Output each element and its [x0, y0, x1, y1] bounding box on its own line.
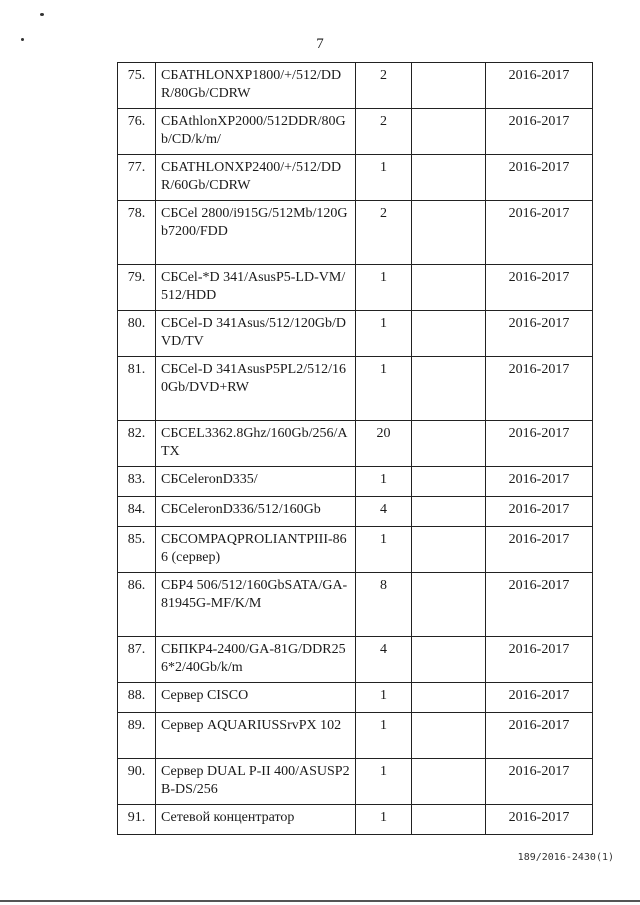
- table-row: [118, 155, 593, 201]
- row-number-cell: 87.: [118, 637, 156, 683]
- empty-cell: [412, 497, 486, 527]
- table-row: [118, 421, 593, 467]
- equipment-name-cell: СБATHLONXP1800/+/512/DDR/80Gb/CDRW: [156, 63, 356, 109]
- row-number-cell: 81.: [118, 357, 156, 421]
- table-row: [118, 497, 593, 527]
- empty-cell: [412, 311, 486, 357]
- row-number-cell: 83.: [118, 467, 156, 497]
- table-row: [118, 805, 593, 835]
- quantity-cell: 1: [356, 759, 412, 805]
- period-cell: 2016-2017: [486, 683, 593, 713]
- empty-cell: [412, 201, 486, 265]
- equipment-name-cell: СБCEL3362.8Ghz/160Gb/256/ATX: [156, 421, 356, 467]
- equipment-name-cell: СБATHLONXP2400/+/512/DDR/60Gb/CDRW: [156, 155, 356, 201]
- equipment-name-cell: СБCel 2800/i915G/512Mb/120Gb7200/FDD: [156, 201, 356, 265]
- empty-cell: [412, 805, 486, 835]
- page-number: 7: [316, 36, 324, 52]
- row-number-cell: 80.: [118, 311, 156, 357]
- equipment-name-cell: СБCel-D 341Asus/512/120Gb/DVD/TV: [156, 311, 356, 357]
- equipment-name-cell: СБCeleronD336/512/160Gb: [156, 497, 356, 527]
- equipment-name-cell: СБCOMPAQPROLIANTPIII-866 (сервер): [156, 527, 356, 573]
- quantity-cell: 4: [356, 497, 412, 527]
- row-number-cell: 79.: [118, 265, 156, 311]
- quantity-cell: 2: [356, 63, 412, 109]
- row-number-cell: 78.: [118, 201, 156, 265]
- equipment-name-cell: СБCeleronD335/: [156, 467, 356, 497]
- empty-cell: [412, 265, 486, 311]
- quantity-cell: 20: [356, 421, 412, 467]
- equipment-name-cell: Сервер CISCO: [156, 683, 356, 713]
- period-cell: 2016-2017: [486, 311, 593, 357]
- quantity-cell: 1: [356, 357, 412, 421]
- quantity-cell: 1: [356, 805, 412, 835]
- period-cell: 2016-2017: [486, 805, 593, 835]
- quantity-cell: 2: [356, 109, 412, 155]
- scan-speck: [40, 13, 44, 16]
- table-row: [118, 637, 593, 683]
- row-number-cell: 91.: [118, 805, 156, 835]
- period-cell: 2016-2017: [486, 155, 593, 201]
- period-cell: 2016-2017: [486, 63, 593, 109]
- table-row: [118, 265, 593, 311]
- table-row: [118, 573, 593, 637]
- row-number-cell: 88.: [118, 683, 156, 713]
- row-number-cell: 77.: [118, 155, 156, 201]
- row-number-cell: 89.: [118, 713, 156, 759]
- empty-cell: [412, 357, 486, 421]
- period-cell: 2016-2017: [486, 109, 593, 155]
- period-cell: 2016-2017: [486, 467, 593, 497]
- quantity-cell: 2: [356, 201, 412, 265]
- period-cell: 2016-2017: [486, 759, 593, 805]
- period-cell: 2016-2017: [486, 421, 593, 467]
- row-number-cell: 76.: [118, 109, 156, 155]
- quantity-cell: 1: [356, 265, 412, 311]
- table-row: [118, 201, 593, 265]
- empty-cell: [412, 573, 486, 637]
- equipment-name-cell: СБAthlonXP2000/512DDR/80Gb/CD/k/m/: [156, 109, 356, 155]
- table-row: [118, 467, 593, 497]
- table-row: [118, 759, 593, 805]
- quantity-cell: 1: [356, 527, 412, 573]
- empty-cell: [412, 155, 486, 201]
- quantity-cell: 1: [356, 467, 412, 497]
- period-cell: 2016-2017: [486, 637, 593, 683]
- table-row: [118, 713, 593, 759]
- inventory-table: [117, 62, 593, 835]
- equipment-name-cell: Сервер DUAL P-II 400/ASUSP2B-DS/256: [156, 759, 356, 805]
- empty-cell: [412, 637, 486, 683]
- table-body: [118, 63, 593, 835]
- scan-edge-line: [0, 900, 640, 902]
- period-cell: 2016-2017: [486, 201, 593, 265]
- quantity-cell: 1: [356, 683, 412, 713]
- equipment-name-cell: Сервер AQUARIUSSrvPX 102: [156, 713, 356, 759]
- empty-cell: [412, 421, 486, 467]
- row-number-cell: 86.: [118, 573, 156, 637]
- quantity-cell: 4: [356, 637, 412, 683]
- period-cell: 2016-2017: [486, 265, 593, 311]
- quantity-cell: 8: [356, 573, 412, 637]
- empty-cell: [412, 467, 486, 497]
- period-cell: 2016-2017: [486, 497, 593, 527]
- row-number-cell: 90.: [118, 759, 156, 805]
- empty-cell: [412, 527, 486, 573]
- empty-cell: [412, 713, 486, 759]
- table-row: [118, 63, 593, 109]
- empty-cell: [412, 759, 486, 805]
- row-number-cell: 85.: [118, 527, 156, 573]
- table-row: [118, 683, 593, 713]
- empty-cell: [412, 109, 486, 155]
- equipment-name-cell: Сетевой концентратор: [156, 805, 356, 835]
- equipment-name-cell: СБP4 506/512/160GbSATA/GA-81945G-MF/K/M: [156, 573, 356, 637]
- equipment-name-cell: СБПКP4-2400/GA-81G/DDR256*2/40Gb/k/m: [156, 637, 356, 683]
- quantity-cell: 1: [356, 155, 412, 201]
- equipment-name-cell: СБCel-D 341AsusP5PL2/512/160Gb/DVD+RW: [156, 357, 356, 421]
- row-number-cell: 75.: [118, 63, 156, 109]
- quantity-cell: 1: [356, 311, 412, 357]
- row-number-cell: 82.: [118, 421, 156, 467]
- quantity-cell: 1: [356, 713, 412, 759]
- table-row: [118, 527, 593, 573]
- table-row: [118, 109, 593, 155]
- period-cell: 2016-2017: [486, 713, 593, 759]
- empty-cell: [412, 683, 486, 713]
- period-cell: 2016-2017: [486, 527, 593, 573]
- empty-cell: [412, 63, 486, 109]
- period-cell: 2016-2017: [486, 573, 593, 637]
- document-code: 189/2016-2430(1): [517, 852, 614, 863]
- row-number-cell: 84.: [118, 497, 156, 527]
- equipment-name-cell: СБCel-*D 341/AsusP5-LD-VM/512/HDD: [156, 265, 356, 311]
- table-row: [118, 357, 593, 421]
- period-cell: 2016-2017: [486, 357, 593, 421]
- table-row: [118, 311, 593, 357]
